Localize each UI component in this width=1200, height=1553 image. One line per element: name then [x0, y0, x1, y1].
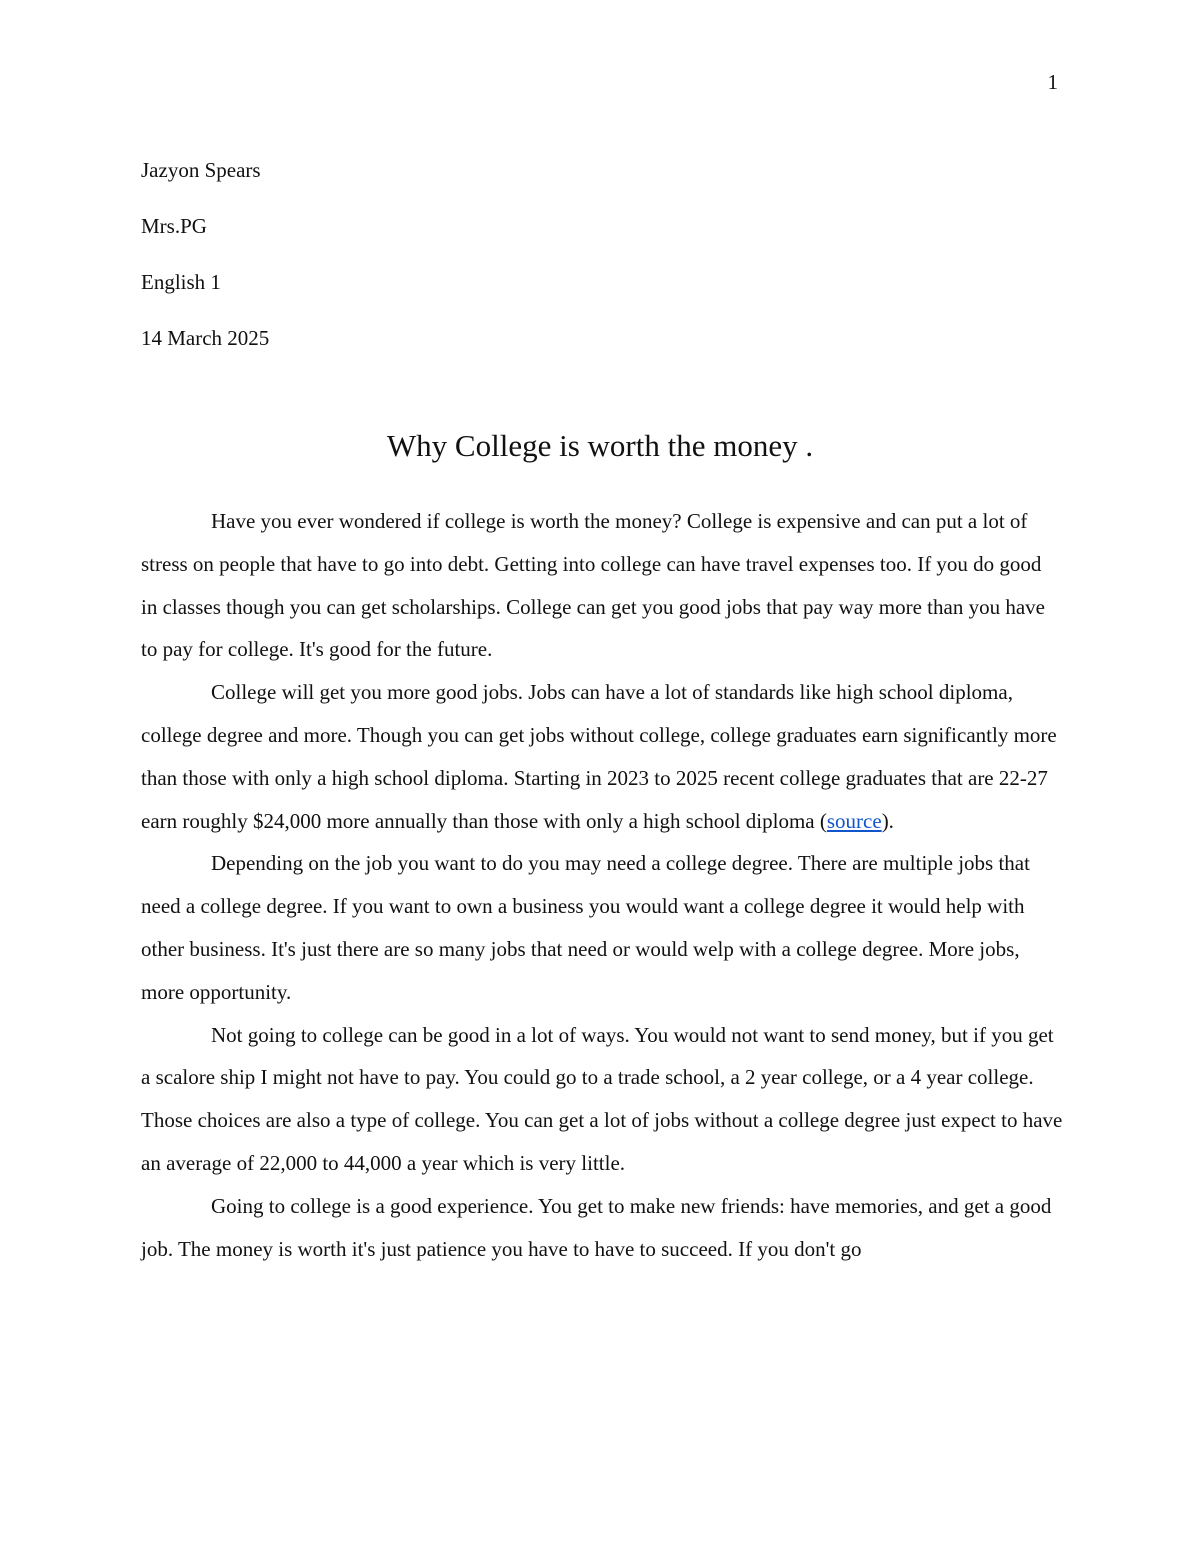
essay-date: 14 March 2025 — [141, 326, 270, 350]
paragraph-4 — [141, 1014, 1063, 1185]
paragraph-1-text: Have you ever wondered if college is worth the money? College is expensive and can put a lot of stress on people that have to go into debt. Getting into college can have travel expenses too. If you do good in classes though you can get scholarships. College can get you good jobs that pay way more than you have to pay for college. It's good for the future. — [141, 509, 1045, 662]
paragraph-4-text: Not going to college can be good in a lot of ways. You would not want to send money, but if you get a scalore ship I might not have to pay. You could go to a trade school, a 2 year college, or a 4 year college. Those choices are also a type of college. You can get a lot of jobs without a college degree just expect to have an average of 22,000 to 44,000 a year which is very little. — [141, 1022, 1063, 1175]
mla-heading — [141, 142, 1061, 366]
course-name: English 1 — [141, 270, 221, 294]
paragraph-5 — [141, 1185, 1063, 1271]
essay-body — [141, 500, 1063, 1270]
source-link[interactable]: source — [826, 808, 882, 833]
paragraph-2-closing: ). — [881, 808, 894, 833]
paragraph-2 — [141, 671, 1063, 842]
paragraph-5-text: Going to college is a good experience. You get to make new friends: have memories, and get a good job. The money is worth it's just patience you have to have to succeed. If you don't go — [141, 1193, 1052, 1261]
essay-title: Why College is worth the money . — [386, 428, 814, 463]
page-number: 1 — [1047, 70, 1058, 94]
paragraph-2-text: College will get you more good jobs. Jobs can have a lot of standards like high school diploma, college degree and more. Though you can get jobs without college, college graduates earn significantly more than those with only a high school diploma. Starting in 2023 to 2025 recent college graduates that are 22-27 earn roughly $24,000 more annually than those with only a high school diploma ( — [141, 680, 1057, 833]
paragraph-3-text: Depending on the job you want to do you may need a college degree. There are multiple jobs that need a college degree. If you want to own a business you would want a college degree it would help with other business. It's just there are so many jobs that need or would welp with a college degree. More jobs, more opportunity. — [141, 851, 1030, 1004]
author-name: Jazyon Spears — [141, 158, 261, 182]
paragraph-3 — [141, 842, 1063, 1013]
teacher-name: Mrs.PG — [141, 214, 207, 238]
paragraph-1 — [141, 500, 1063, 671]
